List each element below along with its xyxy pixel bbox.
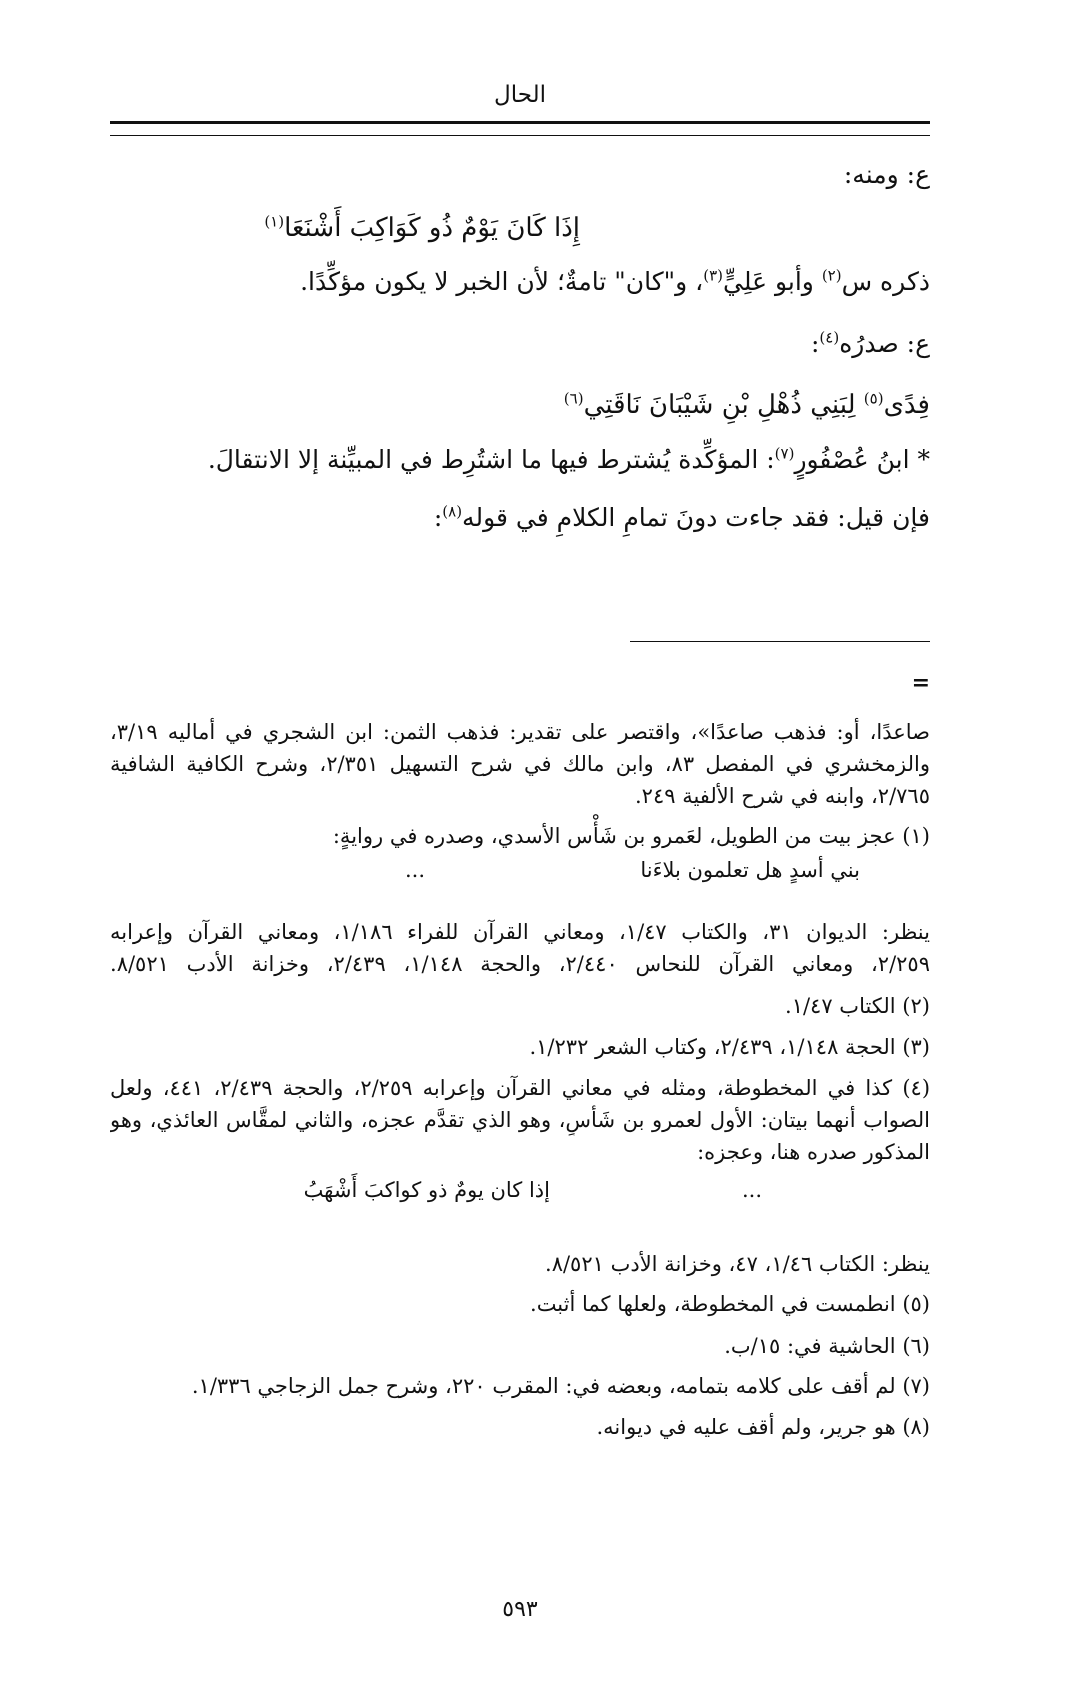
- verse-line-2: فِدًى$^{(٥)}$ لِبَنِي ذُهْلِ بْنِ شَيْبَانَ نَاقَتِي$^{(٦)}$: [563, 389, 930, 420]
- footnote-line: المذكور صدره هنا، وعجزه:: [697, 1140, 930, 1164]
- footnote-ref-3: (٣): [703, 266, 723, 285]
- footnote-line: الصواب أنهما بيتان: الأول لعمرو بن شَأْسٍ، وهو الذي تقدَّم عجزه، والثاني لمقَّاس العائذي، وهو: [110, 1108, 930, 1132]
- footnote-ref-5: (٥): [863, 389, 884, 408]
- verse-line-1: إِذَا كَانَ يَوْمٌ ذُو كَوَاكِبَ أَشْنَعَا$^{(١)}$: [264, 212, 580, 243]
- footnote-4-verse: إذا كان يومٌ ذو كواكبَ أَشْهَبُ: [303, 1178, 550, 1202]
- footnote-line: ٢/٢٥٩، ومعاني القرآن للنحاس ٢/٤٤٠، والحجة ١/١٤٨، ٢/٤٣٩، وخزانة الأدب ٨/٥٢١.: [110, 952, 930, 976]
- text-line-6: * ابنُ عُصْفُورٍ$^{(٧)}$: المؤكِّدة يُشترط فيها ما اشتُرِط في المبيِّنة إلا الانتقالَ.: [207, 444, 930, 474]
- footnote-ref-6: (٦): [563, 389, 584, 408]
- footnote-4: [110, 1072, 930, 1136]
- footnote-line: ينظر: الديوان ٣١، والكتاب ١/٤٧، ومعاني القرآن للفراء ١/١٨٦، ومعاني القرآن وإعرابه: [110, 920, 930, 944]
- text-line-4: ع: صدرُه$^{(٤)}$:: [810, 328, 930, 358]
- text-line-3: ذكره س$^{(٢)}$ وأبو عَلِيٍّ$^{(٣)}$، و"كان" تامةٌ؛ لأن الخبر لا يكون مؤكِّدًا.: [300, 266, 930, 296]
- footnote-ref-2: (٢): [821, 266, 842, 285]
- footnote-4-verse-dots: ...: [741, 1178, 762, 1202]
- footnote-5: (٥) انطمست في المخطوطة، ولعلها كما أثبت.: [530, 1292, 930, 1316]
- footnote-line: (٤) كذا في المخطوطة، ومثله في معاني القرآن وإعرابه ٢/٢٥٩، والحجة ٢/٤٣٩، ٤٤١، ولعل: [110, 1076, 930, 1100]
- book-page: [110, 0, 930, 1698]
- footnote-line: ٢/٧٦٥، وابنه في شرح الألفية ٢٤٩.: [634, 784, 930, 808]
- footnote-1-verse: بني أسدٍ هل تعلمون بلاءَنا: [640, 858, 860, 882]
- footnote-1-refs: [110, 916, 930, 980]
- running-title: الحال: [494, 82, 546, 108]
- footnote-ref-4: (٤): [819, 328, 840, 347]
- footnote-ref-1: (١): [264, 212, 285, 231]
- footnote-7: (٧) لم أقف على كلامه بتمامه، وبعضه في: المقرب ٢٢٠، وشرح جمل الزجاجي ١/٣٣٦.: [191, 1374, 930, 1398]
- footnote-2: (٢) الكتاب ١/٤٧.: [785, 994, 930, 1018]
- footnote-continuation-mark: =: [911, 670, 930, 696]
- header-rule-thick: [110, 121, 930, 124]
- page-number: ٥٩٣: [502, 1597, 538, 1622]
- footnote-separator: [630, 641, 930, 642]
- footnote-4-refs: ينظر: الكتاب ١/٤٦، ٤٧، وخزانة الأدب ٨/٥٢١.: [545, 1252, 930, 1276]
- footnote-line: والزمخشري في المفصل ٨٣، وابن مالك في شرح التسهيل ٢/٣٥١، وشرح الكافية الشافية: [110, 752, 930, 776]
- footnote-8: (٨) هو جرير، ولم أقف عليه في ديوانه.: [596, 1415, 930, 1439]
- footnote-6: (٦) الحاشية في: ١٥/ب.: [724, 1334, 930, 1358]
- footnote-ref-8: (٨): [442, 502, 463, 521]
- header-rule-thin: [110, 135, 930, 136]
- text-line-1: ع: ومنه:: [843, 160, 930, 189]
- footnote-1: (١) عجز بيت من الطويل، لعَمرو بن شَأْس الأسدي، وصدره في روايةٍ:: [332, 824, 930, 848]
- footnote-ref-7: (٧): [774, 444, 795, 463]
- footnote-3: (٣) الحجة ١/١٤٨، ٢/٤٣٩، وكتاب الشعر ١/٢٣٢.: [529, 1035, 930, 1059]
- text-line-7: فإن قيل: فقد جاءت دونَ تمامِ الكلامِ في قوله$^{(٨)}$:: [433, 502, 930, 532]
- footnote-1-verse-dots: ...: [404, 858, 425, 882]
- footnote-line: صاعدًا، أو: فذهب صاعدًا»، واقتصر على تقدير: فذهب الثمن: ابن الشجري في أماليه ٣/١٩،: [110, 720, 930, 744]
- footnote-continuation: [110, 716, 930, 780]
